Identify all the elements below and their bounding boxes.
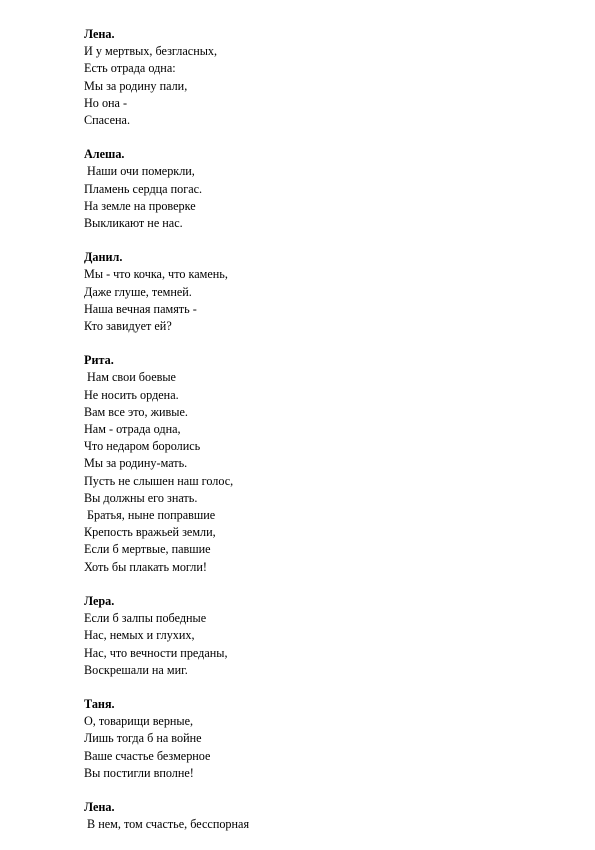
verse-line: Нас, немых и глухих, bbox=[84, 628, 195, 643]
speaker-name: Алеша. bbox=[84, 147, 125, 162]
verse-line: Вам все это, живые. bbox=[84, 404, 188, 419]
verse-line: Лишь тогда б на войне bbox=[84, 731, 202, 746]
verse-line: Братья, ныне поправшие bbox=[84, 508, 216, 523]
verse-line: Наша вечная память - bbox=[84, 301, 197, 316]
verse-line: Вы постигли вполне! bbox=[84, 765, 194, 780]
document-page bbox=[84, 26, 575, 850]
verse-line: Наши очи померкли, bbox=[84, 164, 195, 179]
speaker-name: Рита. bbox=[84, 353, 114, 368]
speaker-name: Лена. bbox=[84, 799, 115, 814]
verse-line: Если б залпы победные bbox=[84, 611, 207, 626]
verse-line: Есть отрада одна: bbox=[84, 61, 176, 76]
speaker-name: Лена. bbox=[84, 27, 115, 41]
verse-line: В нем, том счастье, бесспорная bbox=[84, 817, 250, 832]
verse-line: Даже глуше, темней. bbox=[84, 284, 192, 299]
verse-line: Мы за родину пали, bbox=[84, 78, 188, 93]
stanza-tanya bbox=[84, 696, 575, 782]
verse-line: Ваше счастье безмерное bbox=[84, 748, 211, 763]
stanza-rita bbox=[84, 352, 575, 576]
verse-line: Спасена. bbox=[84, 113, 131, 128]
verse-line: Нам - отрада одна, bbox=[84, 422, 181, 437]
verse-line: Нам свои боевые bbox=[84, 370, 176, 385]
verse-line: Нас, что вечности преданы, bbox=[84, 645, 228, 660]
verse-line: Мы - что кочка, что камень, bbox=[84, 267, 228, 282]
verse-line: Хоть бы плакать могли! bbox=[84, 559, 207, 574]
verse-line: О, товарищи верные, bbox=[84, 714, 194, 729]
verse-line: И у мертвых, безгласных, bbox=[84, 44, 218, 59]
verse-line: Что недаром боролись bbox=[84, 439, 201, 454]
stanza-alesha bbox=[84, 146, 575, 232]
verse-line: Если б мертвые, павшие bbox=[84, 542, 211, 557]
speaker-name: Таня. bbox=[84, 696, 115, 711]
verse-line: Вы должны его знать. bbox=[84, 490, 198, 505]
verse-line: Выкликают не нас. bbox=[84, 216, 183, 231]
speaker-name: Лера. bbox=[84, 593, 115, 608]
verse-line: Мы за родину-мать. bbox=[84, 456, 188, 471]
verse-line: Кто завидует ей? bbox=[84, 319, 172, 334]
verse-line: Пламень сердца погас. bbox=[84, 181, 203, 196]
verse-line: Но она - bbox=[84, 95, 128, 110]
stanza-lena bbox=[84, 26, 575, 129]
verse-line: Крепость вражьей земли, bbox=[84, 525, 216, 540]
verse-line: На земле на проверке bbox=[84, 198, 196, 213]
verse-line: Пусть не слышен наш голос, bbox=[84, 473, 234, 488]
stanza-lena-2 bbox=[84, 799, 575, 833]
verse-line: Не носить ордена. bbox=[84, 387, 179, 402]
speaker-name: Данил. bbox=[84, 250, 123, 265]
stanza-lera bbox=[84, 593, 575, 679]
verse-line: Воскрешали на миг. bbox=[84, 662, 188, 677]
stanza-danil bbox=[84, 249, 575, 335]
